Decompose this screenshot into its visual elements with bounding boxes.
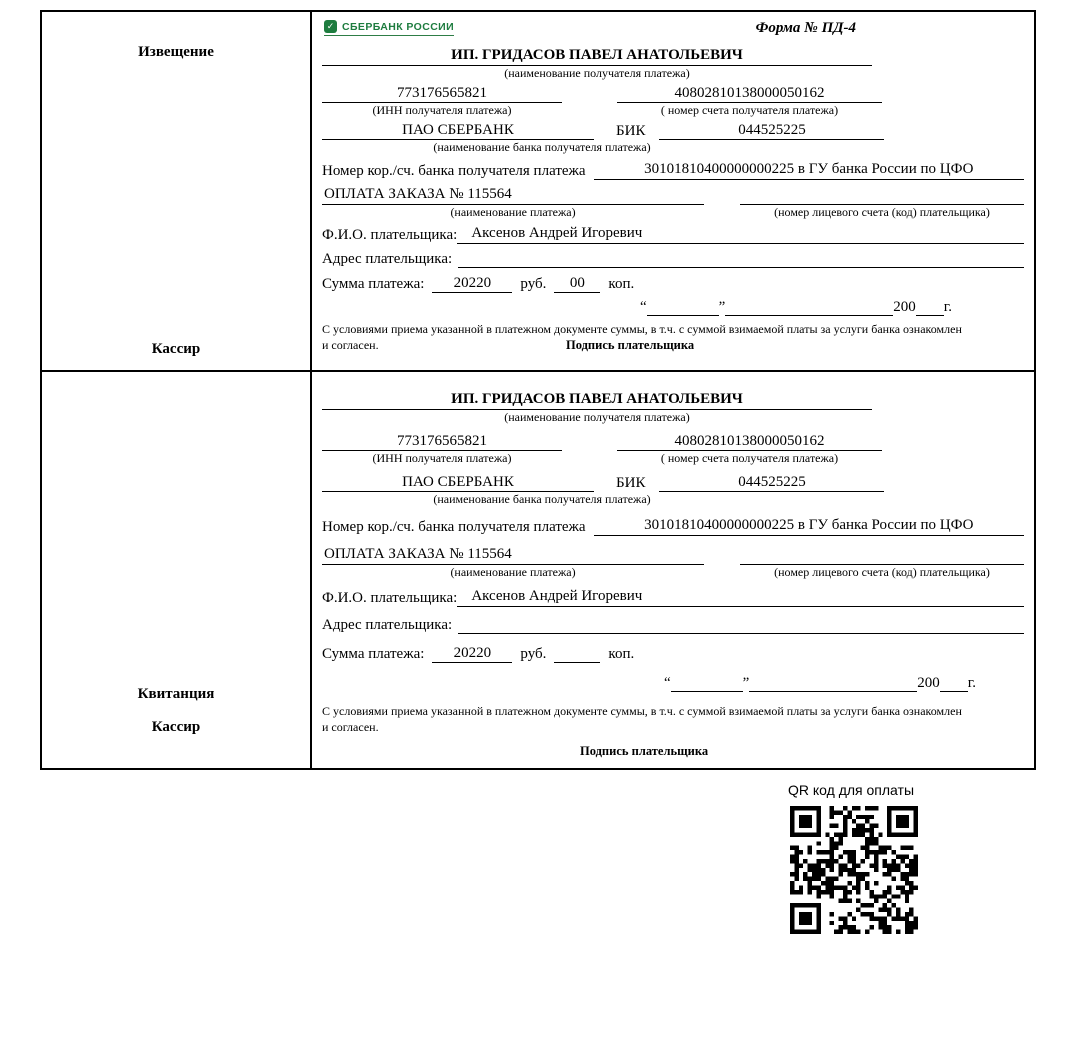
- date-quote-open: “: [639, 299, 647, 315]
- inn-value: 773176565821: [322, 85, 562, 103]
- receipt-side-column: [42, 372, 312, 768]
- bank-row: [322, 122, 1024, 140]
- recipient-name: ИП. ГРИДАСОВ ПАВЕЛ АНАТОЛЬЕВИЧ: [322, 47, 872, 66]
- date-year-prefix: 200: [917, 675, 940, 691]
- inn-account-captions: [322, 451, 1024, 466]
- signature-label: Подпись плательщика: [580, 743, 709, 758]
- inn-value: 773176565821: [322, 433, 562, 451]
- qr-caption: QR код для оплаты: [788, 782, 915, 798]
- personal-account-blank-line: [740, 187, 1024, 205]
- corr-account-label: Номер кор./сч. банка получателя платежа: [322, 163, 586, 179]
- purpose-captions: [322, 205, 1024, 220]
- purpose-captions: [322, 565, 1024, 580]
- date-month-line: [749, 677, 917, 692]
- bank-name: ПАО СБЕРБАНК: [322, 474, 594, 492]
- inn-account-row: [322, 433, 1024, 451]
- corr-account-row: [322, 161, 1024, 180]
- date-year-line: [940, 677, 968, 692]
- corr-account-label: Номер кор./сч. банка получателя платежа: [322, 519, 586, 535]
- receipt-label: Квитанция: [137, 686, 215, 702]
- payer-name-value: Аксенов Андрей Игоревич: [457, 588, 1024, 607]
- sberbank-logo: [324, 20, 454, 36]
- sum-label: Сумма платежа:: [322, 276, 425, 292]
- purpose-row: [322, 186, 1024, 205]
- sum-label: Сумма платежа:: [322, 646, 425, 662]
- payer-name-label: Ф.И.О. плательщика:: [322, 227, 458, 243]
- kop-label: коп.: [608, 276, 635, 292]
- payer-address-row: [322, 615, 1024, 634]
- corr-account-row: [322, 517, 1024, 536]
- personal-account-blank-line: [740, 547, 1024, 565]
- sum-kop-value: [554, 645, 600, 663]
- bank-row: [322, 474, 1024, 492]
- rub-label: руб.: [520, 276, 547, 292]
- date-year-line: [916, 301, 944, 316]
- payer-address-row: [322, 249, 1024, 268]
- receipt-main-column: [312, 372, 1034, 768]
- payment-purpose: ОПЛАТА ЗАКАЗА № 115564: [322, 186, 704, 205]
- bank-caption: (наименование банка получателя платежа): [433, 492, 651, 506]
- bik-label: БИК: [616, 123, 646, 139]
- kop-label: коп.: [608, 646, 635, 662]
- date-row: [322, 299, 1024, 316]
- bik-value: 044525225: [659, 122, 884, 140]
- recipient-caption: (наименование получателя платежа): [504, 410, 690, 424]
- payer-name-value: Аксенов Андрей Игоревич: [457, 225, 1024, 244]
- inn-caption: (ИНН получателя платежа): [372, 103, 512, 117]
- inn-account-row: [322, 85, 1024, 103]
- date-year-suffix: г.: [967, 675, 976, 691]
- personal-account-caption: (номер лицевого счета (код) плательщика): [774, 205, 990, 219]
- payer-address-line: [458, 249, 1024, 268]
- notice-main-column: [312, 12, 1034, 370]
- payer-address-label: Адрес плательщика:: [322, 251, 453, 267]
- receipt-form: [40, 370, 1036, 770]
- terms-text: С условиями приема указанной в платежном документе суммы, в т.ч. с суммой взимаемой платы за услуги банка ознакомлен и согласен.: [322, 704, 962, 734]
- sum-rub-value: 20220: [432, 645, 512, 663]
- account-caption: ( номер счета получателя платежа): [660, 451, 839, 465]
- date-day-line: [647, 301, 719, 316]
- terms-text: С условиями приема указанной в платежном документе суммы, в т.ч. с суммой взимаемой платы за услуги банка ознакомлен и согласен.: [322, 322, 962, 352]
- signature-label: Подпись плательщика: [566, 337, 695, 352]
- inn-account-captions: [322, 103, 1024, 118]
- date-quote-close: ”: [742, 675, 750, 691]
- date-row: [322, 675, 1024, 692]
- cashier-label: Кассир: [151, 341, 201, 357]
- date-day-line: [671, 677, 743, 692]
- payment-purpose-caption: (наименование платежа): [450, 205, 576, 219]
- notice-form: [40, 10, 1036, 372]
- payer-address-label: Адрес плательщика:: [322, 617, 453, 633]
- inn-caption: (ИНН получателя платежа): [372, 451, 512, 465]
- personal-account-caption: (номер лицевого счета (код) плательщика): [774, 565, 990, 579]
- sum-row: [322, 275, 1024, 293]
- notice-side-column: [42, 12, 312, 370]
- recipient-caption: (наименование получателя платежа): [504, 66, 690, 80]
- payer-name-row: [322, 588, 1024, 607]
- notice-label: Извещение: [138, 44, 214, 60]
- sum-row: [322, 645, 1024, 663]
- bik-value: 044525225: [659, 474, 884, 492]
- corr-account-value: 30101810400000000225 в ГУ банка России по ЦФО: [594, 517, 1024, 536]
- sum-rub-value: 20220: [432, 275, 512, 293]
- bik-label: БИК: [616, 475, 646, 491]
- account-value: 40802810138000050162: [617, 433, 882, 451]
- date-year-prefix: 200: [893, 299, 916, 315]
- sberbank-logo-icon: ✓: [324, 20, 337, 33]
- date-year-suffix: г.: [943, 299, 952, 315]
- rub-label: руб.: [520, 646, 547, 662]
- payer-name-row: [322, 225, 1024, 244]
- account-caption: ( номер счета получателя платежа): [660, 103, 839, 117]
- payment-purpose-caption: (наименование платежа): [450, 565, 576, 579]
- date-month-line: [725, 301, 893, 316]
- payment-purpose: ОПЛАТА ЗАКАЗА № 115564: [322, 546, 704, 565]
- account-value: 40802810138000050162: [617, 85, 882, 103]
- bank-name: ПАО СБЕРБАНК: [322, 122, 594, 140]
- payer-name-label: Ф.И.О. плательщика:: [322, 590, 458, 606]
- notice-header: [322, 20, 1024, 44]
- date-quote-close: ”: [718, 299, 726, 315]
- form-number-label: Форма № ПД-4: [755, 20, 856, 36]
- corr-account-value: 30101810400000000225 в ГУ банка России по ЦФО: [594, 161, 1024, 180]
- sum-kop-value: 00: [554, 275, 600, 293]
- sberbank-logo-text: СБЕРБАНК РОССИИ: [342, 20, 455, 33]
- qr-code: [790, 806, 918, 934]
- bank-caption: (наименование банка получателя платежа): [433, 140, 651, 154]
- recipient-name: ИП. ГРИДАСОВ ПАВЕЛ АНАТОЛЬЕВИЧ: [322, 391, 872, 410]
- payer-address-line: [458, 615, 1024, 634]
- purpose-row: [322, 546, 1024, 565]
- cashier-label: Кассир: [151, 719, 201, 735]
- date-quote-open: “: [663, 675, 671, 691]
